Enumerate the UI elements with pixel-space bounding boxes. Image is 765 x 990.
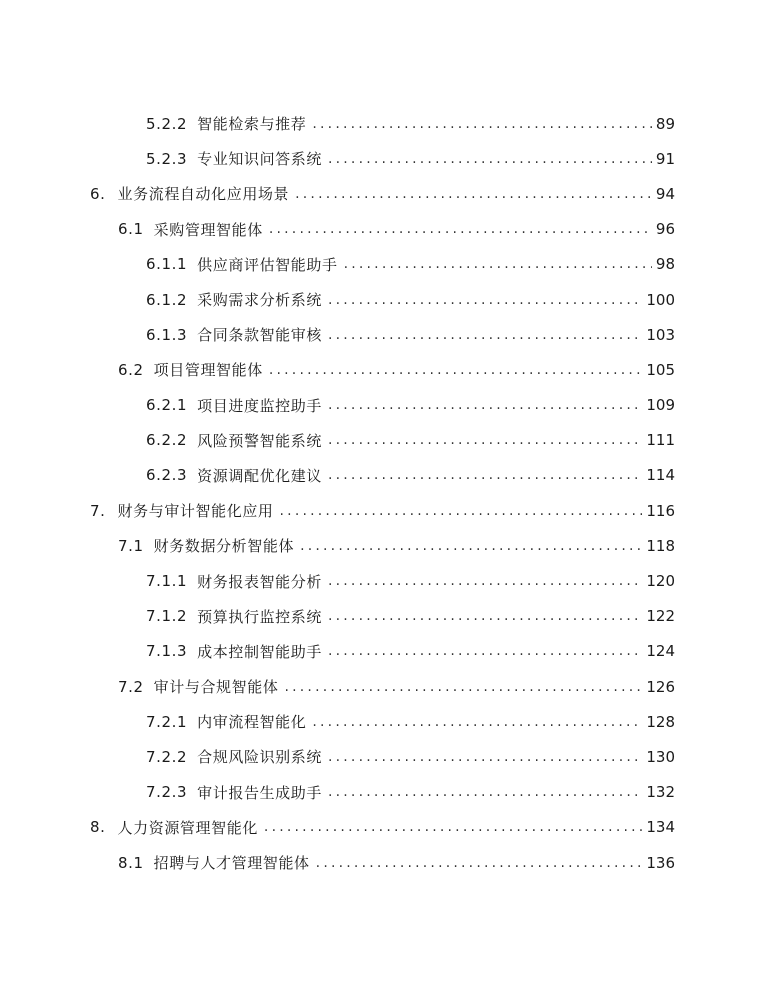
toc-entry-title: 资源调配优化建议: [197, 466, 322, 485]
dot-leader: [264, 819, 642, 835]
toc-entry[interactable]: [0, 669, 765, 704]
toc-entry-page-number: 109: [646, 396, 675, 415]
dot-leader: [328, 151, 652, 167]
toc-entry-page-number: 96: [655, 220, 675, 239]
toc-entry[interactable]: [0, 563, 765, 598]
toc-entry-number: 7.: [90, 501, 106, 520]
toc-entry-number: 6.1.1: [146, 255, 188, 274]
toc-entry-page-number: 116: [646, 501, 675, 520]
dot-leader: [328, 749, 642, 765]
toc-entry-title: 审计报告生成助手: [197, 783, 322, 802]
toc-entry-title: 项目管理智能体: [153, 361, 263, 380]
dot-leader: [344, 256, 652, 272]
toc-entry[interactable]: [0, 423, 765, 458]
toc-entry-number: 5.2.3: [146, 149, 188, 168]
dot-leader: [284, 679, 642, 695]
dot-leader: [328, 397, 642, 413]
toc-entry-number: 7.2.1: [146, 712, 188, 731]
toc-entry-page-number: 98: [655, 255, 675, 274]
toc-entry[interactable]: [0, 317, 765, 352]
dot-leader: [328, 327, 642, 343]
toc-entry-number: 6.1.3: [146, 325, 188, 344]
toc-entry[interactable]: [0, 388, 765, 423]
toc-entry[interactable]: [0, 599, 765, 634]
toc-entry-number: 7.2.2: [146, 747, 188, 766]
toc-entry-page-number: 134: [646, 818, 675, 837]
dot-leader: [312, 116, 652, 132]
toc-entry-page-number: 122: [646, 607, 675, 626]
toc-entry-title: 预算执行监控系统: [197, 607, 322, 626]
dot-leader: [316, 855, 643, 871]
toc-entry-page-number: 91: [655, 149, 675, 168]
toc-entry[interactable]: [0, 528, 765, 563]
toc-entry[interactable]: [0, 106, 765, 141]
toc-entry-title: 供应商评估智能助手: [197, 255, 338, 274]
toc-entry[interactable]: [0, 458, 765, 493]
toc-entry-number: 8.: [90, 818, 106, 837]
toc-entry[interactable]: [0, 282, 765, 317]
toc-entry[interactable]: [0, 634, 765, 669]
toc-entry-title: 招聘与人才管理智能体: [153, 854, 310, 873]
dot-leader: [328, 608, 642, 624]
dot-leader: [295, 186, 652, 202]
dot-leader: [328, 467, 642, 483]
toc-entry-title: 成本控制智能助手: [197, 642, 322, 661]
dot-leader: [269, 221, 652, 237]
toc-entry[interactable]: [0, 212, 765, 247]
dot-leader: [280, 503, 643, 519]
toc-entry-title: 合规风险识别系统: [197, 748, 322, 767]
toc-entry[interactable]: [0, 775, 765, 810]
toc-entry[interactable]: [0, 704, 765, 739]
dot-leader: [269, 362, 643, 378]
toc-entry[interactable]: [0, 739, 765, 774]
toc-entry-title: 合同条款智能审核: [197, 326, 322, 345]
toc-entry-number: 7.1.2: [146, 607, 188, 626]
dot-leader: [328, 573, 642, 589]
toc-entry-page-number: 103: [646, 325, 675, 344]
toc-entry-page-number: 100: [646, 290, 675, 309]
toc-entry-title: 采购需求分析系统: [197, 291, 322, 310]
toc-entry-title: 智能检索与推荐: [197, 115, 307, 134]
toc-entry-page-number: 89: [655, 114, 675, 133]
toc-entry-page-number: 128: [646, 712, 675, 731]
toc-entry-number: 6.: [90, 184, 106, 203]
toc-entry[interactable]: [0, 810, 765, 845]
toc-entry-page-number: 111: [646, 431, 675, 450]
toc-entry[interactable]: [0, 493, 765, 528]
dot-leader: [328, 784, 642, 800]
toc-entry[interactable]: [0, 352, 765, 387]
toc-entry-number: 7.1.1: [146, 572, 188, 591]
toc-entry-page-number: 114: [646, 466, 675, 485]
toc-entry-number: 6.2.2: [146, 431, 188, 450]
toc-entry-number: 7.2: [118, 677, 144, 696]
toc-entry-title: 风险预警智能系统: [197, 431, 322, 450]
toc-entry-page-number: 118: [646, 536, 675, 555]
toc-entry-page-number: 124: [646, 642, 675, 661]
toc-entry-title: 内审流程智能化: [197, 713, 307, 732]
dot-leader: [328, 643, 642, 659]
toc-entry-title: 采购管理智能体: [153, 220, 263, 239]
table-of-contents: [0, 106, 765, 880]
toc-entry-number: 6.2: [118, 360, 144, 379]
toc-entry-number: 8.1: [118, 853, 144, 872]
toc-entry-title: 人力资源管理智能化: [117, 818, 258, 837]
toc-entry-number: 7.1: [118, 536, 144, 555]
dot-leader: [300, 538, 642, 554]
dot-leader: [328, 292, 642, 308]
toc-entry-page-number: 132: [646, 783, 675, 802]
toc-entry[interactable]: [0, 141, 765, 176]
toc-entry-title: 财务数据分析智能体: [153, 537, 295, 556]
toc-entry-number: 6.1: [118, 220, 144, 239]
toc-entry-page-number: 126: [646, 677, 675, 696]
toc-entry-title: 审计与合规智能体: [153, 678, 279, 697]
dot-leader: [328, 432, 642, 448]
toc-entry-number: 6.2.1: [146, 396, 188, 415]
toc-entry-page-number: 130: [646, 747, 675, 766]
toc-entry-title: 项目进度监控助手: [197, 396, 322, 415]
toc-entry-title: 专业知识问答系统: [197, 150, 322, 169]
toc-entry[interactable]: [0, 247, 765, 282]
toc-entry-page-number: 120: [646, 572, 675, 591]
toc-entry-page-number: 94: [655, 184, 675, 203]
toc-entry[interactable]: [0, 845, 765, 880]
toc-entry-title: 财务与审计智能化应用: [117, 502, 274, 521]
toc-entry-page-number: 105: [646, 360, 675, 379]
toc-entry-number: 7.2.3: [146, 783, 188, 802]
toc-entry-number: 7.1.3: [146, 642, 188, 661]
toc-entry-title: 财务报表智能分析: [197, 572, 322, 591]
toc-entry-title: 业务流程自动化应用场景: [117, 185, 290, 204]
toc-entry-number: 6.1.2: [146, 290, 188, 309]
toc-entry[interactable]: [0, 176, 765, 211]
toc-entry-number: 5.2.2: [146, 114, 188, 133]
toc-entry-number: 6.2.3: [146, 466, 188, 485]
toc-entry-page-number: 136: [646, 853, 675, 872]
dot-leader: [312, 714, 642, 730]
